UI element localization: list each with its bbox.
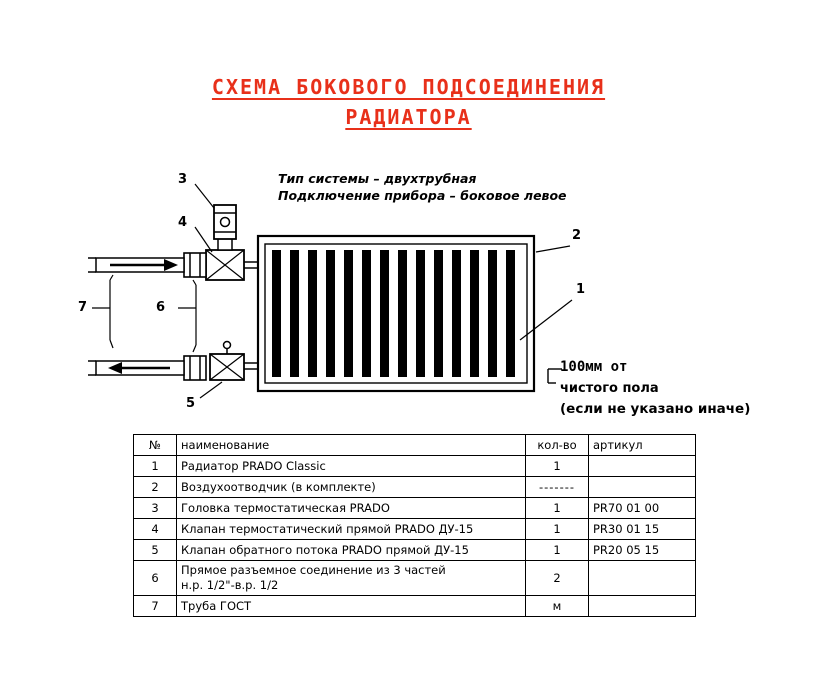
callout-2: 2	[572, 228, 582, 243]
title-line-1: СХЕМА БОКОВОГО ПОДСОЕДИНЕНИЯ	[211, 75, 606, 99]
bottom-connection-assembly	[88, 342, 258, 381]
row-qty: 1	[526, 456, 589, 477]
floor-note-line-3: (если не указано иначе)	[560, 401, 751, 417]
row-name-line-2: н.р. 1/2"-в.р. 1/2	[181, 578, 279, 592]
table-row	[134, 540, 696, 561]
row-article: PR70 01 00	[589, 498, 696, 519]
radiator-inner-outline	[265, 244, 527, 383]
row-num: 6	[134, 561, 177, 596]
table-row	[134, 456, 696, 477]
floor-distance-note	[560, 357, 750, 420]
top-connection-assembly	[88, 205, 258, 280]
system-note-line-2: Подключение прибора – боковое левое	[278, 188, 567, 203]
title-line-2: РАДИАТОРА	[345, 105, 472, 129]
header-name: наименование	[177, 435, 526, 456]
table-row	[134, 477, 696, 498]
row-qty: 1	[526, 540, 589, 561]
row-article	[589, 561, 696, 596]
row-article: PR30 01 15	[589, 519, 696, 540]
table-row	[134, 519, 696, 540]
row-article	[589, 596, 696, 617]
row-num: 2	[134, 477, 177, 498]
floor-note-line-2: чистого пола	[560, 381, 659, 396]
header-article: артикул	[589, 435, 696, 456]
floor-note-line-1: 100мм от	[560, 359, 628, 375]
row-qty: 1	[526, 519, 589, 540]
callout-1: 1	[576, 282, 586, 297]
callout-7: 7	[78, 300, 88, 315]
callout-3: 3	[178, 172, 188, 187]
row-qty: м	[526, 596, 589, 617]
row-name: Воздухоотводчик (в комплекте)	[177, 477, 526, 498]
callout-6: 6	[156, 300, 166, 315]
table-row	[134, 498, 696, 519]
row-name: Клапан термостатический прямой PRADO ДУ-15	[177, 519, 526, 540]
header-num: №	[134, 435, 177, 456]
row-name: Клапан обратного потока PRADO прямой ДУ-15	[177, 540, 526, 561]
radiator-fins	[272, 250, 515, 377]
row-name-line-1: Прямое разъемное соединение из 3 частей	[181, 563, 446, 577]
row-name: Радиатор PRADO Classic	[177, 456, 526, 477]
table-row	[134, 561, 696, 596]
row-name: Головка термостатическая PRADO	[177, 498, 526, 519]
row-num: 4	[134, 519, 177, 540]
row-num: 7	[134, 596, 177, 617]
row-num: 5	[134, 540, 177, 561]
row-article	[589, 456, 696, 477]
row-name	[177, 561, 526, 596]
row-name: Труба ГОСТ	[177, 596, 526, 617]
row-qty: -------	[526, 477, 589, 498]
table-row	[134, 596, 696, 617]
row-num: 3	[134, 498, 177, 519]
header-qty: кол-во	[526, 435, 589, 456]
callout-4: 4	[178, 215, 188, 230]
system-note-line-1: Тип системы – двухтрубная	[278, 171, 477, 186]
row-qty: 2	[526, 561, 589, 596]
row-article: PR20 05 15	[589, 540, 696, 561]
table-header-row	[134, 435, 696, 456]
row-num: 1	[134, 456, 177, 477]
specification-table	[133, 434, 696, 617]
row-article	[589, 477, 696, 498]
callout-5: 5	[186, 396, 196, 411]
row-qty: 1	[526, 498, 589, 519]
